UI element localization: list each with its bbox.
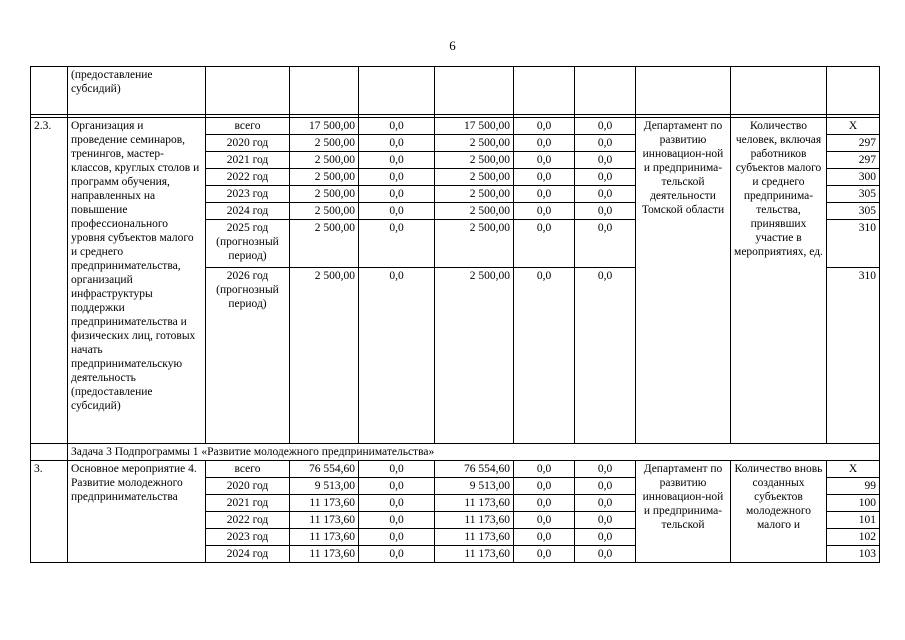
extra-cell: 0,0 — [575, 529, 636, 546]
year-cell: 2021 год — [206, 495, 290, 512]
federal-cell: 0,0 — [359, 495, 435, 512]
regional-cell: 9 513,00 — [435, 478, 514, 495]
year-cell: 2020 год — [206, 478, 290, 495]
item-description: Основное мероприятие 4. Развитие молодежного предпринимательства — [68, 461, 206, 563]
executor-cell: Департамент по развитию инновацион-ной и предпринима-тельской деятельности Томской области — [636, 118, 731, 444]
extra-cell: 0,0 — [575, 220, 636, 268]
executor-cell: Департамент по развитию инновацион-ной и предпринима-тельской — [636, 461, 731, 563]
regional-cell: 2 500,00 — [435, 152, 514, 169]
regional-cell: 2 500,00 — [435, 135, 514, 152]
local-cell: 0,0 — [514, 495, 575, 512]
regional-cell: 2 500,00 — [435, 186, 514, 203]
regional-cell: 17 500,00 — [435, 118, 514, 135]
federal-cell: 0,0 — [359, 461, 435, 478]
total-cell: 2 500,00 — [290, 268, 359, 316]
indicator-value: 310 — [827, 220, 880, 268]
regional-cell: 2 500,00 — [435, 169, 514, 186]
table-row — [31, 118, 880, 135]
federal-cell: 0,0 — [359, 152, 435, 169]
local-cell: 0,0 — [514, 186, 575, 203]
total-cell: 11 173,60 — [290, 512, 359, 529]
indicator-value: 101 — [827, 512, 880, 529]
federal-cell: 0,0 — [359, 512, 435, 529]
local-cell: 0,0 — [514, 478, 575, 495]
total-cell: 2 500,00 — [290, 135, 359, 152]
year-cell: 2024 год — [206, 203, 290, 220]
federal-cell: 0,0 — [359, 169, 435, 186]
federal-cell: 0,0 — [359, 529, 435, 546]
extra-cell: 0,0 — [575, 203, 636, 220]
federal-cell: 0,0 — [359, 186, 435, 203]
local-cell: 0,0 — [514, 268, 575, 316]
year-cell: 2025 год (прогнозный период) — [206, 220, 290, 268]
year-cell: всего — [206, 461, 290, 478]
extra-cell: 0,0 — [575, 118, 636, 135]
regional-cell: 2 500,00 — [435, 203, 514, 220]
total-cell: 2 500,00 — [290, 220, 359, 268]
indicator-value: 103 — [827, 546, 880, 563]
indicator-value: 297 — [827, 152, 880, 169]
extra-cell: 0,0 — [575, 478, 636, 495]
total-cell: 2 500,00 — [290, 186, 359, 203]
federal-cell: 0,0 — [359, 220, 435, 268]
regional-cell: 11 173,60 — [435, 546, 514, 563]
year-cell: 2020 год — [206, 135, 290, 152]
total-cell: 2 500,00 — [290, 169, 359, 186]
federal-cell: 0,0 — [359, 135, 435, 152]
year-cell: 2022 год — [206, 512, 290, 529]
local-cell: 0,0 — [514, 461, 575, 478]
regional-cell: 11 173,60 — [435, 512, 514, 529]
extra-cell: 0,0 — [575, 169, 636, 186]
extra-cell: 0,0 — [575, 152, 636, 169]
regional-cell: 2 500,00 — [435, 268, 514, 316]
total-cell: 2 500,00 — [290, 203, 359, 220]
extra-cell: 0,0 — [575, 461, 636, 478]
item-number: 3. — [31, 461, 68, 563]
indicator-value: 297 — [827, 135, 880, 152]
year-cell: 2021 год — [206, 152, 290, 169]
indicator-value: 102 — [827, 529, 880, 546]
indicator-cell: Количество вновь созданных субъектов молодежного малого и — [731, 461, 827, 563]
item-description: Организация и проведение семинаров, тренингов, мастер-классов, круглых столов и программ обучения, направленных на повышение профессионального уровня субъектов малого и среднего предпринимательства, организаций инфраструктуры поддержки предпринимательства и физических лиц, готовых начать предпринимательскую деятельность (предоставление субсидий) — [68, 118, 206, 444]
total-cell: 2 500,00 — [290, 152, 359, 169]
federal-cell: 0,0 — [359, 478, 435, 495]
page-number: 6 — [449, 38, 456, 53]
indicator-value: 99 — [827, 478, 880, 495]
indicator-value: 310 — [827, 268, 880, 316]
total-cell: 9 513,00 — [290, 478, 359, 495]
year-cell: 2023 год — [206, 529, 290, 546]
year-cell: 2022 год — [206, 169, 290, 186]
table-row — [31, 444, 880, 461]
indicator-value: Х — [827, 461, 880, 478]
extra-cell: 0,0 — [575, 268, 636, 316]
extra-cell: 0,0 — [575, 512, 636, 529]
year-cell: 2023 год — [206, 186, 290, 203]
indicator-value: 305 — [827, 203, 880, 220]
total-cell: 11 173,60 — [290, 495, 359, 512]
total-cell: 17 500,00 — [290, 118, 359, 135]
local-cell: 0,0 — [514, 203, 575, 220]
indicator-cell: Количество человек, включая работников субъектов малого и среднего предпринима-тельства, принявших участие в мероприятиях, ед. — [731, 118, 827, 444]
local-cell: 0,0 — [514, 546, 575, 563]
regional-cell: 76 554,60 — [435, 461, 514, 478]
total-cell: 11 173,60 — [290, 546, 359, 563]
year-cell: 2026 год (прогнозный период) — [206, 268, 290, 316]
local-cell: 0,0 — [514, 529, 575, 546]
local-cell: 0,0 — [514, 118, 575, 135]
local-cell: 0,0 — [514, 169, 575, 186]
regional-cell: 11 173,60 — [435, 529, 514, 546]
extra-cell: 0,0 — [575, 495, 636, 512]
federal-cell: 0,0 — [359, 118, 435, 135]
federal-cell: 0,0 — [359, 268, 435, 316]
task-header: Задача 3 Подпрограммы 1 «Развитие молодежного предпринимательства» — [68, 444, 880, 461]
year-cell: всего — [206, 118, 290, 135]
table-row — [31, 67, 880, 115]
item-description: (предоставление субсидий) — [68, 67, 206, 115]
indicator-value: 305 — [827, 186, 880, 203]
local-cell: 0,0 — [514, 512, 575, 529]
federal-cell: 0,0 — [359, 203, 435, 220]
indicator-value: Х — [827, 118, 880, 135]
indicator-value: 300 — [827, 169, 880, 186]
total-cell: 11 173,60 — [290, 529, 359, 546]
local-cell: 0,0 — [514, 152, 575, 169]
item-number: 2.3. — [31, 118, 68, 444]
regional-cell: 11 173,60 — [435, 495, 514, 512]
year-cell: 2024 год — [206, 546, 290, 563]
extra-cell: 0,0 — [575, 135, 636, 152]
regional-cell: 2 500,00 — [435, 220, 514, 268]
local-cell: 0,0 — [514, 220, 575, 268]
total-cell: 76 554,60 — [290, 461, 359, 478]
program-table — [30, 66, 880, 563]
extra-cell: 0,0 — [575, 546, 636, 563]
federal-cell: 0,0 — [359, 546, 435, 563]
table-row — [31, 461, 880, 478]
extra-cell: 0,0 — [575, 186, 636, 203]
indicator-value: 100 — [827, 495, 880, 512]
local-cell: 0,0 — [514, 135, 575, 152]
